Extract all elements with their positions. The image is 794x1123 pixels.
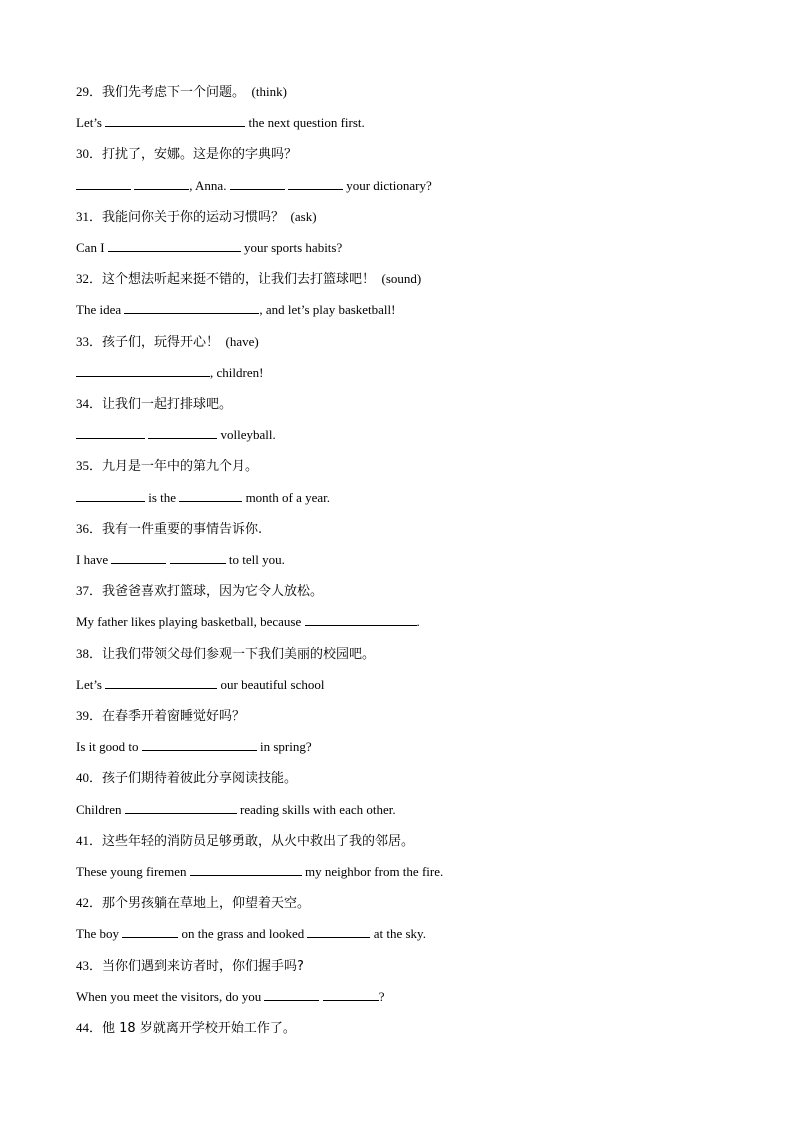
question-number: 42． bbox=[76, 895, 103, 911]
question-line bbox=[76, 707, 245, 726]
answer-blank[interactable] bbox=[76, 364, 210, 377]
answer-text: Is it good to bbox=[76, 739, 142, 755]
question-chinese: 这些年轻的消防员足够勇敢，从火中救出了我的邻居。 bbox=[102, 833, 415, 849]
question-line bbox=[76, 457, 258, 476]
question-line bbox=[76, 1019, 296, 1038]
question-hint: (have) bbox=[225, 333, 259, 349]
answer-blank[interactable] bbox=[148, 426, 217, 439]
question-chinese: 让我们一起打排球吧。 bbox=[102, 397, 233, 412]
answer-blank[interactable] bbox=[142, 738, 257, 751]
answer-blank[interactable] bbox=[307, 925, 370, 938]
question-line bbox=[76, 270, 421, 289]
question-chinese: 当你们遇到来访者时，你们握手吗? bbox=[102, 958, 304, 974]
answer-blank[interactable] bbox=[288, 177, 343, 190]
question-number: 39． bbox=[76, 708, 103, 723]
question-number: 29． bbox=[76, 84, 103, 99]
answer-text: the next question first. bbox=[245, 115, 365, 131]
answer-text: The boy bbox=[76, 926, 123, 942]
question-line bbox=[76, 832, 414, 851]
answer-blank[interactable] bbox=[190, 863, 302, 876]
question-number: 30． bbox=[76, 146, 103, 162]
answer-blank[interactable] bbox=[125, 801, 237, 814]
answer-blank[interactable] bbox=[170, 551, 226, 564]
answer-text: on the grass and looked bbox=[178, 926, 308, 942]
question-number: 40． bbox=[76, 770, 103, 786]
answer-text: Let’s bbox=[76, 115, 106, 131]
answer-blank[interactable] bbox=[76, 426, 145, 439]
answer-text: These young firemen bbox=[76, 864, 190, 879]
answer-text: . bbox=[416, 614, 420, 630]
question-number: 33． bbox=[76, 333, 103, 349]
answer-line bbox=[76, 364, 263, 382]
answer-text: , and let’s play basketball! bbox=[259, 302, 396, 318]
question-line bbox=[76, 83, 287, 102]
question-line bbox=[76, 395, 232, 414]
answer-line bbox=[76, 426, 276, 444]
question-line bbox=[76, 145, 297, 164]
answer-text: month of a year. bbox=[242, 489, 331, 505]
answer-blank[interactable] bbox=[305, 613, 417, 626]
question-chinese: 打扰了，安娜。这是你的字典吗？ bbox=[102, 147, 298, 163]
answer-text: I have bbox=[76, 552, 112, 567]
answer-blank[interactable] bbox=[323, 988, 379, 1001]
answer-line bbox=[76, 239, 342, 257]
question-line bbox=[76, 957, 304, 976]
answer-line bbox=[76, 551, 285, 569]
answer-line bbox=[76, 613, 420, 631]
question-chinese: 在春季开着窗睡觉好吗？ bbox=[102, 709, 246, 724]
question-line bbox=[76, 582, 323, 601]
question-chinese: 九月是一年中的第九个月。 bbox=[102, 459, 259, 475]
answer-blank[interactable] bbox=[230, 177, 285, 190]
answer-blank[interactable] bbox=[179, 489, 242, 502]
answer-text: Children bbox=[76, 801, 125, 817]
answer-text: to tell you. bbox=[225, 552, 285, 567]
question-chinese: 孩子们期待着彼此分享阅读技能。 bbox=[102, 771, 298, 787]
answer-line bbox=[76, 801, 396, 819]
answer-line bbox=[76, 676, 324, 694]
answer-text: , Anna. bbox=[189, 177, 230, 193]
answer-blank[interactable] bbox=[122, 925, 178, 938]
question-line bbox=[76, 333, 259, 352]
question-hint: (ask) bbox=[290, 208, 317, 224]
answer-blank[interactable] bbox=[105, 676, 217, 689]
question-line bbox=[76, 645, 375, 664]
question-number: 44． bbox=[76, 1020, 103, 1035]
question-number: 38． bbox=[76, 645, 103, 661]
answer-blank[interactable] bbox=[111, 551, 166, 564]
answer-line bbox=[76, 863, 443, 881]
answer-text: volleyball. bbox=[217, 427, 276, 443]
answer-text: our beautiful school bbox=[217, 676, 325, 692]
answer-line bbox=[76, 489, 330, 507]
question-chinese: 孩子们，玩得开心！ bbox=[102, 334, 220, 350]
answer-line bbox=[76, 738, 312, 756]
answer-text: is the bbox=[145, 489, 180, 505]
question-chinese: 我有一件重要的事情告诉你. bbox=[102, 521, 263, 537]
answer-text: my neighbor from the fire. bbox=[301, 864, 444, 879]
question-line bbox=[76, 894, 310, 913]
question-line bbox=[76, 208, 317, 227]
question-chinese: 他 18 岁就离开学校开始工作了。 bbox=[102, 1021, 296, 1036]
answer-blank[interactable] bbox=[76, 489, 145, 502]
question-hint: (think) bbox=[251, 84, 287, 99]
answer-blank[interactable] bbox=[108, 239, 241, 252]
question-chinese: 我爸爸喜欢打篮球，因为它令人放松。 bbox=[102, 584, 324, 600]
answer-text: When you meet the visitors, do you bbox=[76, 988, 265, 1004]
answer-text: your dictionary? bbox=[342, 177, 432, 193]
answer-line bbox=[76, 301, 395, 319]
question-number: 36． bbox=[76, 520, 103, 536]
question-chinese: 我能问你关于你的运动习惯吗？ bbox=[102, 209, 285, 225]
answer-text: your sports habits? bbox=[240, 240, 343, 255]
question-chinese: 让我们带领父母们参观一下我们美丽的校园吧。 bbox=[102, 646, 376, 662]
question-hint: (sound) bbox=[381, 271, 422, 287]
answer-text: reading skills with each other. bbox=[236, 801, 396, 817]
answer-blank[interactable] bbox=[105, 114, 245, 127]
question-number: 37． bbox=[76, 583, 103, 599]
question-line bbox=[76, 769, 297, 788]
answer-blank[interactable] bbox=[134, 177, 189, 190]
question-chinese: 我们先考虑下一个问题。 bbox=[102, 85, 246, 100]
question-chinese: 那个男孩躺在草地上，仰望着天空。 bbox=[102, 896, 311, 912]
answer-text: Let’s bbox=[76, 676, 106, 692]
answer-line bbox=[76, 925, 426, 943]
question-number: 35． bbox=[76, 458, 103, 474]
answer-text: The idea bbox=[76, 302, 125, 318]
question-number: 34． bbox=[76, 396, 103, 411]
question-chinese: 这个想法听起来挺不错的，让我们去打篮球吧！ bbox=[102, 272, 376, 288]
answer-line bbox=[76, 177, 432, 195]
answer-blank[interactable] bbox=[76, 177, 131, 190]
question-number: 43． bbox=[76, 957, 103, 973]
answer-blank[interactable] bbox=[124, 301, 259, 314]
answer-text: , children! bbox=[210, 364, 264, 380]
answer-line bbox=[76, 988, 385, 1006]
question-line bbox=[76, 520, 262, 539]
answer-text: ? bbox=[378, 988, 385, 1004]
answer-blank[interactable] bbox=[264, 988, 319, 1001]
question-number: 32． bbox=[76, 271, 103, 287]
answer-text: at the sky. bbox=[370, 926, 426, 942]
answer-text: My father likes playing basketball, because bbox=[76, 614, 305, 630]
answer-text: in spring? bbox=[256, 739, 312, 755]
question-number: 41． bbox=[76, 832, 103, 848]
answer-text: Can I bbox=[76, 240, 108, 255]
answer-line bbox=[76, 114, 365, 132]
question-number: 31． bbox=[76, 208, 103, 224]
